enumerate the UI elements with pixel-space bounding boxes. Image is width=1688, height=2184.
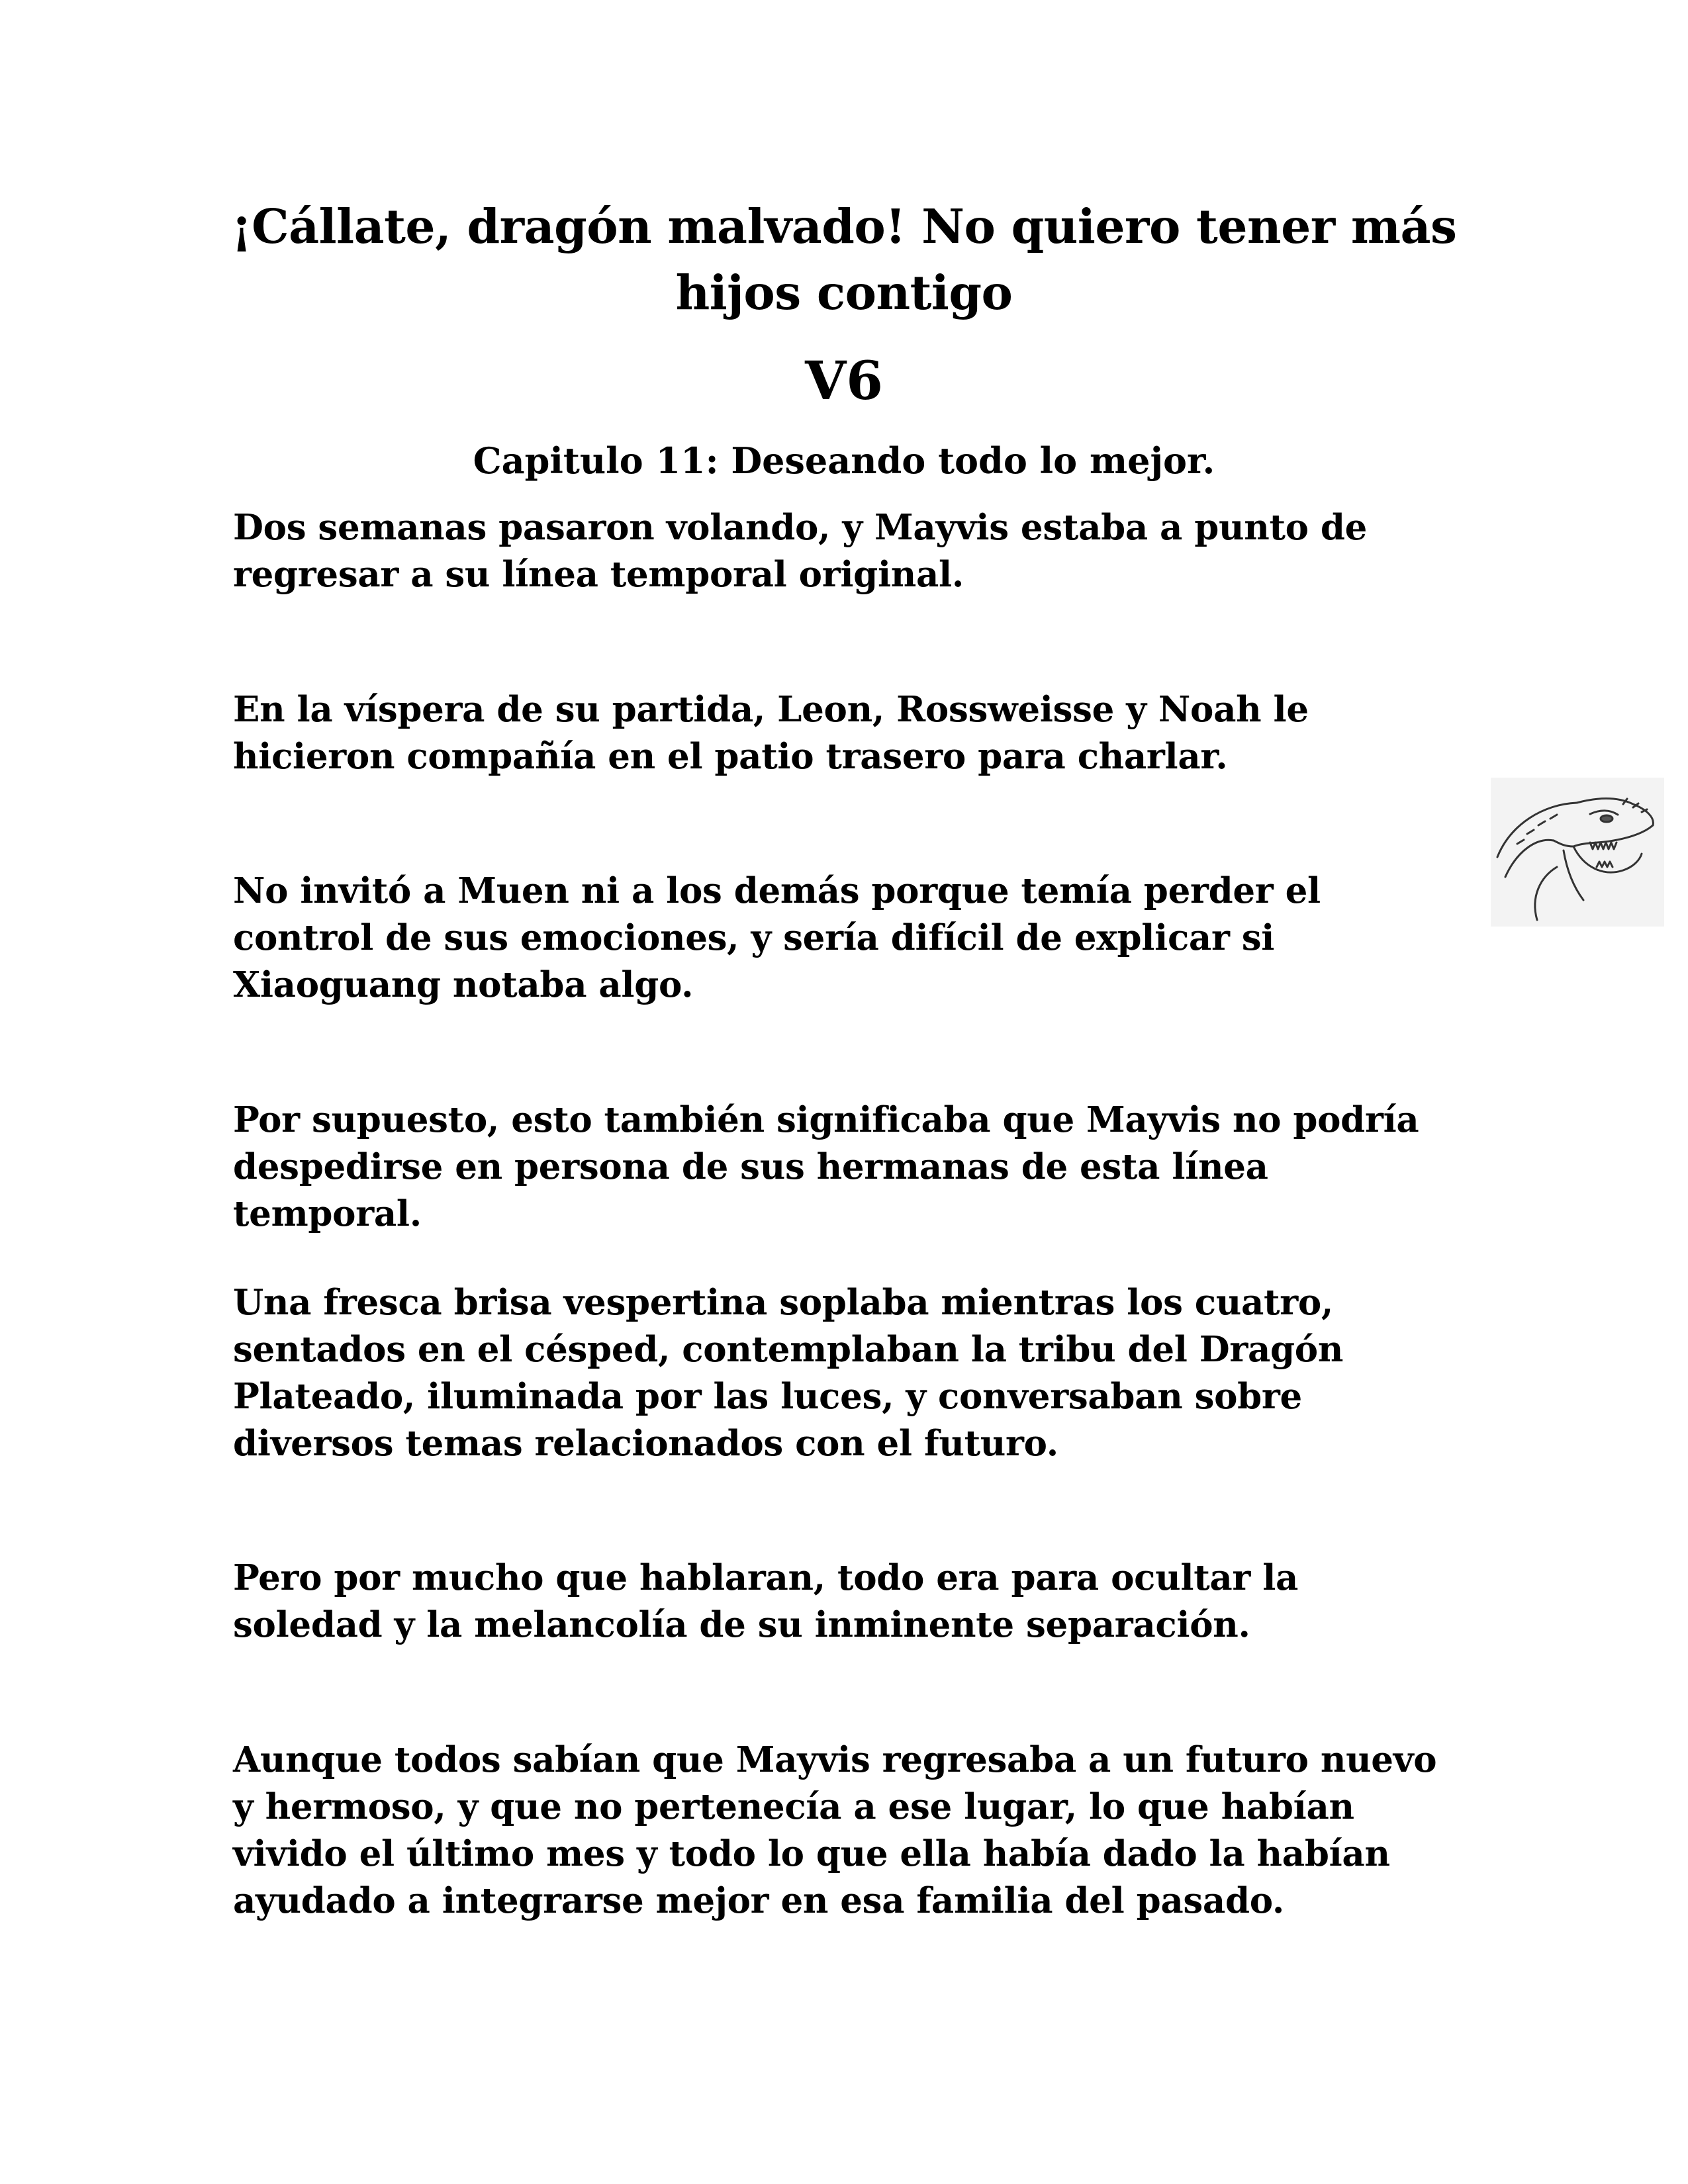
paragraph-7: Aunque todos sabían que Mayvis regresaba a un futuro nuevo y hermoso, y que no pertenecía a ese lugar, lo que habían vivido el último mes y todo lo que ella había dado la habían ayudado a integrarse mejor en esa familia del pasado. — [233, 1739, 1437, 1921]
paragraph-6: Pero por mucho que hablaran, todo era para ocultar la soledad y la melancolía de su inminente separación. — [233, 1557, 1299, 1645]
document-title: ¡Cállate, dragón malvado! No quiero tener más hijos contigo — [231, 199, 1457, 320]
paragraph-5: Una fresca brisa vespertina soplaba mientras los cuatro, sentados en el césped, contemplaban la tribu del Dragón Plateado, iluminada por las luces, y conversaban sobre diversos temas relacionados con el futuro. — [233, 1282, 1344, 1464]
chapter-heading: Capitulo 11: Deseando todo lo mejor. — [473, 439, 1215, 482]
paragraph-3: No invitó a Muen ni a los demás porque temía perder el control de sus emociones, y sería difícil de explicar si Xiaoguang notaba algo. — [233, 870, 1321, 1005]
paragraph-1: Dos semanas pasaron volando, y Mayvis estaba a punto de regresar a su línea temporal original. — [233, 507, 1368, 595]
paragraph-2: En la víspera de su partida, Leon, Rossweisse y Noah le hicieron compañía en el patio trasero para charlar. — [233, 689, 1309, 777]
paragraph-4: Por supuesto, esto también significaba que Mayvis no podría despedirse en persona de sus hermanas de esta línea temporal. — [233, 1099, 1419, 1234]
dragon-head-sketch-icon — [1491, 778, 1664, 927]
volume-label: V6 — [805, 349, 883, 412]
